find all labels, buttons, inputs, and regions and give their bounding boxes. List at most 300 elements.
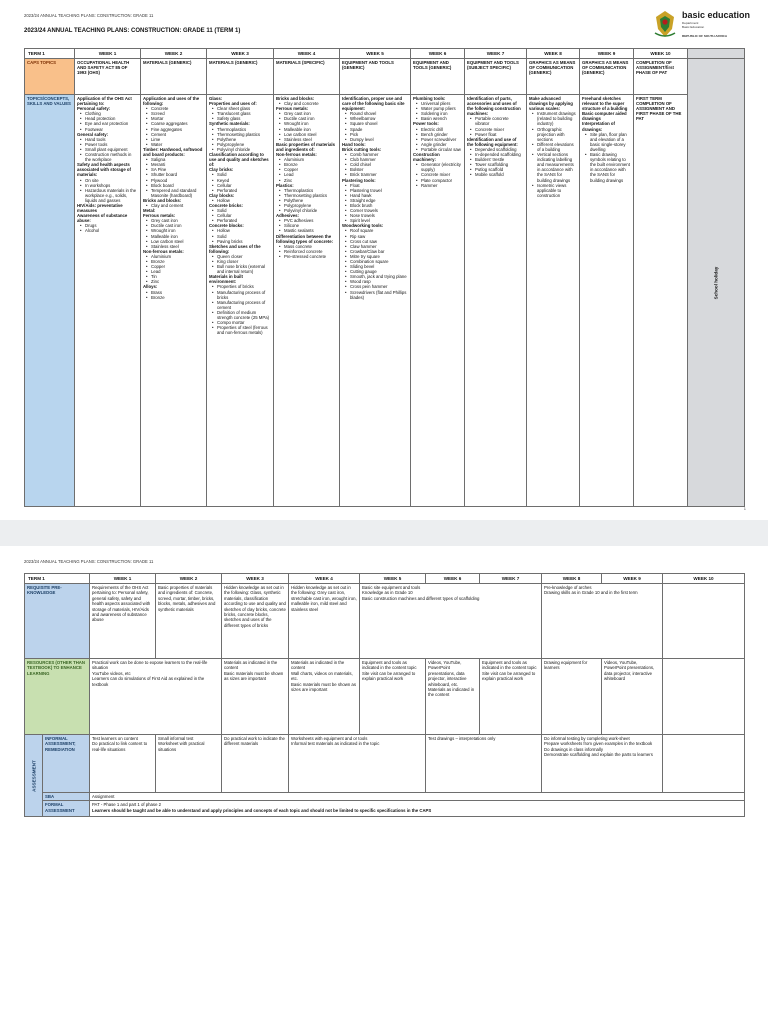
list-item: • Cross pein hammer [345,284,408,289]
informal-cell [90,735,156,793]
list-item: • Ductile cast iron [146,223,204,228]
list-item: • Power screwdriver [416,137,462,142]
list-item: • In workshops [80,183,138,188]
list-item: • Portable circular saw [416,147,462,152]
list-item: • Square shovel [345,121,408,126]
text-bold: Brick cutting tools: [342,146,382,152]
list-item: • Shutter board [146,172,204,177]
list-item: • Block board [146,183,204,188]
text-bold: Differentiation between the following types of concrete: [276,233,334,244]
list-item: • SA Pine [146,167,204,172]
list-item: • Comb hammer [345,152,408,157]
list-item: • Wood rasp [345,279,408,284]
header-cell: WEEK 7 [480,574,542,584]
list-item: • Round shovel [345,111,408,116]
list-item: • Polythene [212,137,271,142]
text-bold: Concrete blocks: [209,223,244,229]
text-bold: Adhesives: [276,213,299,219]
list-item: • Depended scaffolding [470,147,524,152]
list-item: • Straight edge [345,198,408,203]
resources-label: RESOURCES (OTHER THAN TEXTBOOK) TO ENHANCE LEARNING [25,659,90,735]
formal-label: FORMAL ASSESSMENT [43,801,90,817]
text-bold: Identification, proper use and care of the following basic site equipment: [342,96,405,112]
text-bold: Make advanced drawings by applying various scales: [529,96,573,112]
list-item: • Orthographic projection with sections [532,127,577,142]
requisite-cell-empty [663,584,745,659]
bullet-list [467,116,524,136]
list-item: • Bolster [345,167,408,172]
list-item: • Queen closer [212,254,271,259]
caps-topic-cell: EQUIPMENT AND TOOLS (GENERIC) [411,59,465,95]
text-bold: Glass: [209,96,223,101]
list-item: • Different elevations of a building [532,142,577,152]
bullet-list [342,228,408,299]
list-item: • Cutting gauge [345,269,408,274]
text-line: Knowledge as in Grade 10 [362,590,413,596]
header-cell: WEEK 2 [156,574,222,584]
list-item: • Alcohol [80,228,138,233]
list-item: • Hazardous materials in the workplace e.g., solids, liquids and gasses [80,188,138,203]
list-item: • Mastic sealants [279,228,337,233]
week5-topics [340,95,411,507]
formal-cell [90,801,745,817]
list-item: • Low carbon steel [279,132,337,137]
text-line: Do practical work to indicate the different materials [224,736,285,747]
resources-cell [542,659,602,735]
list-item: • Polyvinyl chloride [212,147,271,152]
text-line: Site visit can be arranged to explain practical work [362,670,416,682]
list-item: • Polyvinyl chloride [279,208,337,213]
caps-topics-label: CAPS TOPICS [25,59,75,95]
text-bold: Bricks and blocks: [276,96,315,101]
list-item: • Wrought iron [146,228,204,233]
caps-topics-row [25,59,745,95]
week1-topics [75,95,141,507]
resources-cell [480,659,542,735]
list-item: • Electric drill [416,127,462,132]
list-item: • Lead [146,269,204,274]
list-item: • Properties of steel (ferrous and non-ferrous metals) [212,325,271,335]
list-item: • Rammer [416,183,462,188]
list-item: • Tin [146,274,204,279]
school-holiday-column [688,59,745,507]
text-line: Test drawings – interpretations only [428,736,496,741]
text-line: Basic materials must be shown as sizes are important [224,670,284,682]
header-cell: WEEK 8 [527,49,580,59]
text-line: Small informal test [158,736,194,741]
text-bold: Application of the OHS Act pertaining to: [77,96,132,107]
list-item: • Bronze [279,162,337,167]
text-bold: Identification and use of the following equipment: [467,136,518,147]
caps-topic-cell: MATERIALS (SPECIFIC) [274,59,340,95]
list-item: • Translucent glass [212,111,271,116]
header-cell: WEEK 6 [411,49,465,59]
bullet-list [143,290,204,300]
list-item: • Concrete [146,106,204,111]
list-item: • Safety glass [212,116,271,121]
sba-cell: Assignment [90,793,745,801]
header-cell: WEEK 5 [360,574,426,584]
text-bold: Woodworking tools: [342,223,384,229]
list-item: • Putlog scaffold [470,167,524,172]
page-number: 1 [743,506,746,511]
requisite-cell: Hidden knowledge as set out in the following: Glass, synthetic materials, classification according to use and quality and sketches of clay bricks, concrete bricks, concrete blocks, sketches and uses of the different types of bricks [222,584,289,659]
list-item: • Tower scaffolding [470,162,524,167]
list-item: • Coarse aggregates [146,121,204,126]
list-item: • Bronze [146,259,204,264]
list-item: • Polypropylene [279,203,337,208]
list-item: • Tempered and standard Masonite (hardboard) [146,188,204,198]
caps-topic-cell: EQUIPMENT AND TOOLS (SUBJECT SPECIFIC) [465,59,527,95]
list-item: • Polythene [279,198,337,203]
informal-cell [289,735,426,793]
text-bold: Plumbing tools: [413,96,446,101]
text-bold: Non-ferrous metals: [276,152,317,158]
text-line: Equipment and tools as indicated in the content topic [362,660,417,671]
informal-cell-empty [663,735,745,793]
text-bold: Metal: [143,208,156,214]
text-bold: Personal safety: [77,106,111,112]
header-cell: WEEK 1 [75,49,141,59]
resources-cell [360,659,426,735]
text-bold: Properties and uses of: [209,101,257,107]
list-item: • Brick trammer [345,172,408,177]
list-item: • Reinforced concrete [279,249,337,254]
list-item: • Dumpy level [345,137,408,142]
text-line: Materials as indicated in the content [291,660,345,671]
list-item: • Screed [146,111,204,116]
header-cell: WEEK 9 [580,49,634,59]
list-item: • Claw hammer [345,244,408,249]
list-item: • Spirit level [345,218,408,223]
bullet-list [342,183,408,224]
list-item: • Lead [279,172,337,177]
list-item: • Concrete mixer [416,172,462,177]
text-bold: Basic properties of materials and ingredients of: [276,141,335,152]
header-cell: WEEK 5 [340,49,411,59]
text-bold: Learners should be taught and be able to understand and apply principles and concepts of each topic and should not be limited to specific specifications in the CAPS [92,807,432,813]
list-item: • Copper [146,264,204,269]
list-item: • Brass [146,290,204,295]
text-bold: HIV/Aids: preventative measures [77,202,123,214]
bullet-list [143,106,204,147]
header-cell: TERM 1 [25,574,90,584]
text-line: Site visit can be arranged to explain practical work [482,670,536,682]
list-item: • Mobile scaffold [470,172,524,177]
list-item: • Perforated [212,218,271,223]
list-item: • Properties of bricks [212,284,271,289]
list-item: • Site plan, floor plan and elevation of a basic single-storey dwelling [585,132,631,152]
list-item: • Cellular [212,213,271,218]
header-cell-blank [688,49,745,59]
header-cell: WEEK 8 [542,574,602,584]
bullet-list [276,157,337,182]
basic-education-logo [652,8,751,42]
school-holiday-label: School holiday [713,266,719,299]
list-item: • Roof square [345,228,408,233]
informal-cell [542,735,663,793]
bullet-list [143,218,204,249]
text-bold: Safety and health aspects associated with storage of materials: [77,162,131,178]
list-item: • Corner trowels [345,208,408,213]
text-bold: Hand tools: [342,141,366,147]
list-item: • Stainless steel [146,244,204,249]
week10-topics [634,95,688,507]
text-line: Pre-knowledge of arches [544,585,592,590]
week4-topics [274,95,340,507]
list-item: • Sliding bevel [345,264,408,269]
bullet-list [276,218,337,233]
running-header: 2023/24 ANNUAL TEACHING PLANS: CONSTRUCTION: GRADE 11 [24,559,154,564]
bullet-list [77,178,138,203]
list-item: • Clay and cement [146,203,204,208]
list-item: • PVC adhesives [279,218,337,223]
informal-label: INFORMAL ASSESSMENT; REMEDIATION [43,735,90,793]
list-item: • Drugs [80,223,138,228]
list-item: • Thermosetting plastics [279,193,337,198]
week9-topics [580,95,634,507]
list-item: • Mortar [146,116,204,121]
list-item: • Thermoplastics [279,188,337,193]
list-item: • Silicone [279,223,337,228]
logo-department: Department: Basic Education [682,21,705,29]
requisite-cell: Hidden knowledge as set out in the following: Grey cast iron, stretchable cast iron, wrought iron, malleable iron, mild steel and stainless steel [289,584,360,659]
list-item: • Isometric views applicable to construction [532,183,577,198]
text-line: Worksheets with equipment and or tools [291,736,368,741]
requisite-cell: Basic properties of materials and ingredients of: Concrete, screed, mortar, timber, bricks, blocks, metals, adhesives and synthetic materials [156,584,222,659]
table-header-row [25,574,745,584]
list-item: • Hand tools [80,137,138,142]
header-cell: WEEK 6 [426,574,480,584]
week6-topics [411,95,465,507]
list-item: • Pre-stressed concrete [279,254,337,259]
list-item: • Mitre try square [345,254,408,259]
list-item: • Float [345,183,408,188]
text-line: Worksheet with practical situations [158,741,205,752]
list-item: • Low carbon steel [146,239,204,244]
list-item: • Crowbar/Claw bar [345,249,408,254]
bullet-list [413,162,462,187]
informal-cell [222,735,289,793]
bullet-list [413,127,462,152]
list-item: • Solid [212,172,271,177]
list-item: • Solid [212,208,271,213]
list-item: • Instrument drawings (related to building industry) [532,111,577,126]
list-item: • Grey cast iron [146,218,204,223]
text-bold: Clay bricks: [209,167,234,173]
list-item: • Cross cut saw [345,239,408,244]
list-item: • Perforated [212,188,271,193]
list-item: • Small plant equipment [80,147,138,152]
caps-topic-cell: COMPLETION OF ASSIGNMENT/first PHASE OF PAT [634,59,688,95]
caps-topic-cell: OCCUPATIONAL HEALTH AND SAFETY ACT 85 OF 1993 (OHS) [75,59,141,95]
text-line: Materials as indicated in the content [224,660,278,671]
list-item: • Copper [279,167,337,172]
header-cell: WEEK 1 [90,574,156,584]
list-item: • Hand hawk [345,193,408,198]
list-item: • Construction methods in the workplace [80,152,138,162]
sba-label: SBA [43,793,90,801]
bullet-list [77,111,138,131]
page-gap [0,520,768,546]
list-item: • Hollow [212,228,271,233]
list-item: • Power float [470,132,524,137]
bullet-list [467,147,524,178]
text-line: Prepare worksheets from given examples in the textbook [544,741,653,747]
bullet-list [143,203,204,208]
text-line: PAT - Phase 1 and part 1 of phase 2 [92,802,162,808]
text-bold: Classification according to use and quality and sketches of: [209,152,269,168]
text-line: Equipment and tools as indicated in the content topic [482,660,537,671]
list-item: • Grey cast iron [279,111,337,116]
resources-cell [602,659,663,735]
text-line: Materials as indicated in the content [428,687,475,698]
text-bold: Ferrous metals: [143,213,176,219]
list-item: • Cement [146,132,204,137]
list-item: • Definition of medium strength concrete (25 MPa) [212,310,271,320]
resources-row [25,659,745,735]
bullet-list [143,254,204,285]
list-item: • Eye and ear protection [80,121,138,126]
list-item: • Keyed [212,178,271,183]
text-bold: Construction machinery: [413,152,440,163]
list-item: • Nose trowels [345,213,408,218]
list-item: • Concrete mixer [470,127,524,132]
list-item: • King closer [212,259,271,264]
header-cell: WEEK 4 [289,574,360,584]
list-item: • Basin wrench [416,116,462,121]
list-item: • Cold chisel [345,162,408,167]
text-bold: FIRST TERM [636,96,662,101]
list-item: • Cellular [212,183,271,188]
caps-topic-cell: MATERIALS (GENERIC) [207,59,274,95]
table-header-row [25,49,745,59]
list-item: • Basic drawing symbols relating to the built environment in accordance with the SANS for building drawings [585,152,631,183]
caps-topic-cell: GRAPHICS AS MEANS OF COMMUNICATION (GENERIC) [580,59,634,95]
text-bold: Awareness of substance abuse: [77,213,128,224]
list-item: • Plate compactor [416,178,462,183]
list-item: • Malleable iron [279,127,337,132]
list-item: • Footwear [80,127,138,132]
list-item: • Angle grinder [416,142,462,147]
logo-brand: basic education [682,10,751,20]
week7-topics [465,95,527,507]
text-line: Do practical to link content to real-life situations [92,741,148,752]
text-bold: Ferrous metals: [276,106,309,112]
text-line: Demonstrate scaffolding and explain the parts to learners [544,752,653,758]
page-title: 2023/24 ANNUAL TEACHING PLANS: CONSTRUCTION: GRADE 11 (TERM 1) [24,28,241,34]
text-bold: Non-ferrous metals: [143,248,184,254]
bullet-list [143,157,204,198]
text-bold: General safety: [77,131,109,137]
list-item: • Lime [146,137,204,142]
header-cell: WEEK 10 [663,574,745,584]
list-item: • Stainless steel [279,137,337,142]
list-item: • Solid [212,234,271,239]
text-line: Videos, YouTube, PowerPoint presentations, data projector, interactive whiteboard [604,660,655,682]
bullet-list [529,111,577,198]
list-item: • Builders' trestle [470,157,524,162]
requisite-knowledge-row [25,584,745,659]
list-item: • Water pump pliers [416,106,462,111]
assessment-side-label [25,735,43,817]
header-cell: WEEK 4 [274,49,340,59]
list-item: • Rip saw [345,234,408,239]
list-item: • Paving bricks [212,239,271,244]
list-item: • Zinc [146,279,204,284]
list-item: • Smooth, jack and trying plane [345,274,408,279]
text-bold: Interpretation of drawings: [582,121,615,132]
header-cell: WEEK 2 [141,49,207,59]
list-item: • Wrought iron [279,121,337,126]
text-line: Drawing skills as in Grade 10 and in the first term [544,590,638,596]
bullet-list [209,127,271,152]
topics-row [25,95,745,507]
sba-row [25,793,745,801]
text-line: Do drawings in class informally [544,746,603,752]
formal-assessment-row [25,801,745,817]
bullet-list [209,198,271,203]
bullet-list [276,111,337,142]
list-item: • Meranti [146,162,204,167]
informal-cell [426,735,542,793]
term1-topics-table [24,48,745,507]
coat-of-arms-icon [652,9,678,39]
week8-topics [527,95,580,507]
list-item: • Bronze [146,295,204,300]
term1-planning-table [24,573,745,817]
resources-cell [90,659,222,735]
list-item: • Manufacturing process of bricks [212,290,271,300]
list-item: • Compo mortar [212,320,271,325]
list-item: • Power tools [80,142,138,147]
list-item: • On site [80,178,138,183]
resources-cell [426,659,480,735]
bullet-list [209,106,271,121]
list-item: • Saligna [146,157,204,162]
text-line: Videos, YouTube, PowerPoint presentations, data projector, interactive whiteboard, etc. [428,660,467,687]
caps-topic-cell: MATERIALS (GENERIC) [141,59,207,95]
text-bold: Concrete bricks: [209,202,243,208]
list-item: • Spade [345,127,408,132]
list-item: • Zinc [279,178,337,183]
list-item: • Vertical sections indicating labelling and measurements in accordance with the SANS for building drawings [532,152,577,183]
header-cell: WEEK 3 [207,49,274,59]
list-item: • In-depended scaffolding [470,152,524,157]
list-item: • Screwdrivers (flat and Phillips blades) [345,290,408,300]
text-line: Drawing equipment for learners [544,660,588,671]
list-item: • Aluminium [146,254,204,259]
list-item: • Fine aggregates [146,127,204,132]
list-item: • Pick [345,132,408,137]
text-line: Informal test materials as indicated in the topic [291,741,380,747]
bullet-list [209,254,271,274]
list-item: • Bull nose bricks (external and internal return) [212,264,271,274]
text-line: Basic construction machines and different types of scaffolding [362,595,480,601]
text-line: Do informal testing by completing work-sheet [544,736,630,741]
resources-cell-empty [663,659,745,735]
list-item: • Water [146,142,204,147]
requisite-cell [360,584,542,659]
list-item: • Ductile cast iron [279,116,337,121]
bullet-list [342,111,408,142]
list-item: • Thermosetting plastics [212,132,271,137]
text-line: Wall charts, videos on materials, etc. [291,670,353,682]
text-bold: Alloys: [143,284,158,290]
bullet-list [209,284,271,335]
text-bold: Power tools: [413,121,439,127]
list-item: • Thermoplastics [212,127,271,132]
